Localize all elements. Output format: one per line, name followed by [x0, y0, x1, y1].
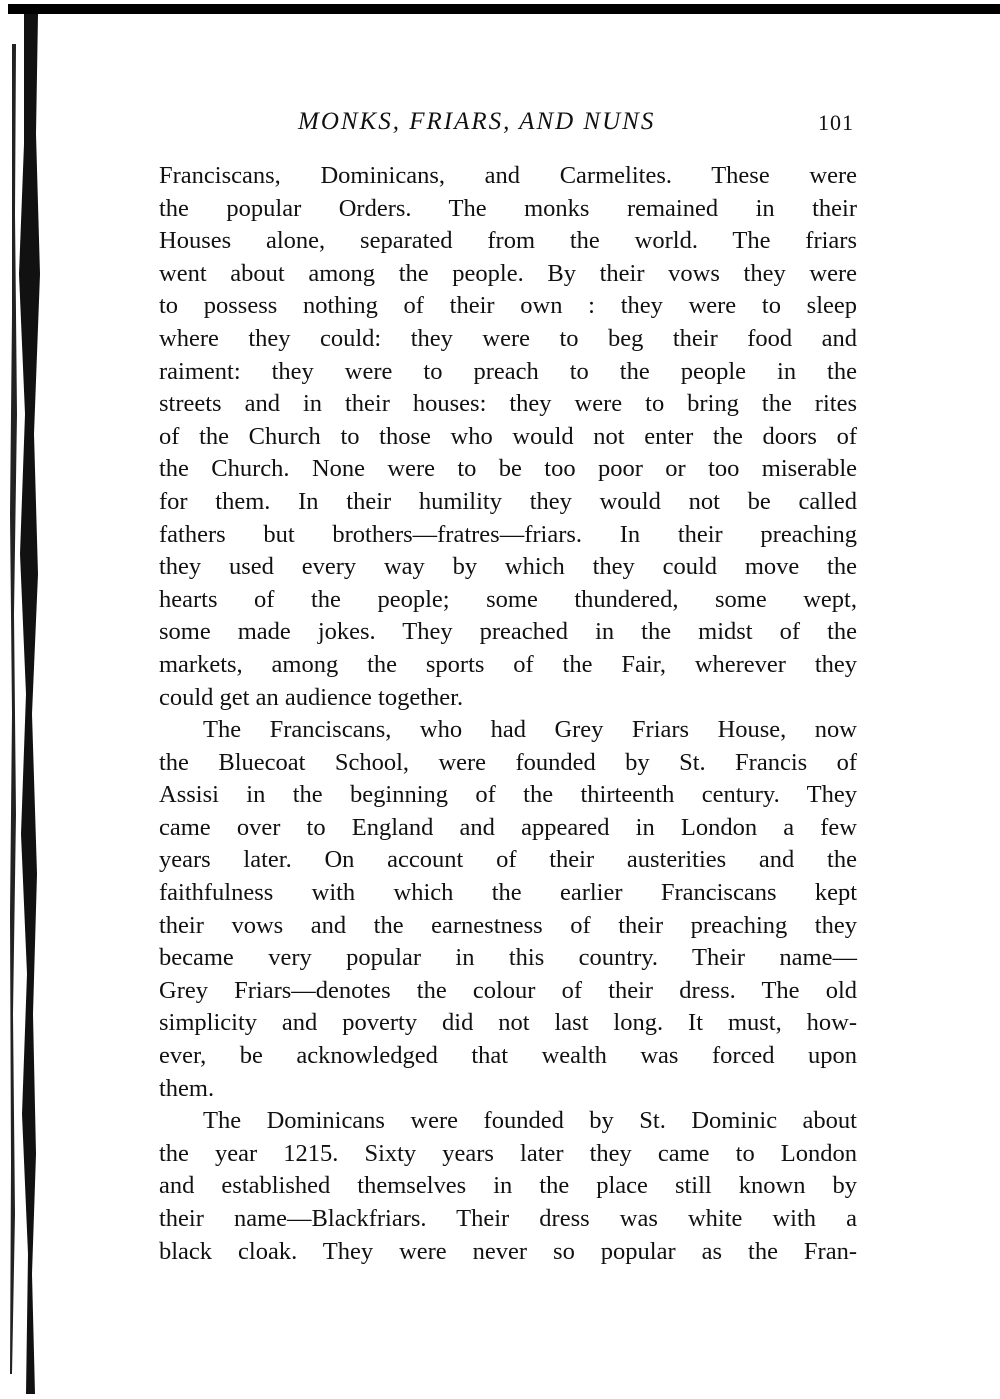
text-line: the popular Orders. The monks remained in their	[159, 194, 857, 222]
text-line: raiment: they were to preach to the people in the	[159, 357, 857, 385]
text-line: they used every way by which they could move the	[159, 553, 857, 581]
text-line: The Franciscans, who had Grey Friars House, now	[203, 716, 857, 744]
text-line: the Church. None were to be too poor or too miserable	[159, 455, 857, 483]
text-line: black cloak. They were never so popular as the Fran-	[159, 1237, 857, 1265]
scan-binding-edge	[10, 14, 40, 1394]
text-line: became very popular in this country. Their name—	[159, 944, 857, 972]
paragraph-dominicans	[159, 1105, 857, 1268]
text-line: went about among the people. By their vows they were	[159, 259, 857, 287]
text-line: streets and in their houses: they were to bring the rites	[159, 390, 857, 418]
text-line: came over to England and appeared in London a few	[159, 813, 857, 841]
text-line: simplicity and poverty did not last long. It must, how-	[159, 1009, 857, 1037]
text-line: to possess nothing of their own : they were to sleep	[159, 292, 857, 320]
text-line: some made jokes. They preached in the midst of the	[159, 618, 857, 646]
text-line: the Bluecoat School, were founded by St. Francis of	[159, 748, 857, 776]
text-line: years later. On account of their austerities and the	[159, 846, 857, 874]
text-line: the year 1215. Sixty years later they came to London	[159, 1139, 857, 1167]
text-line: Franciscans, Dominicans, and Carmelites. These were	[159, 162, 857, 189]
text-line: of the Church to those who would not enter the doors of	[159, 422, 857, 450]
text-line: The Dominicans were founded by St. Dominic about	[203, 1107, 857, 1135]
text-line: hearts of the people; some thundered, some wept,	[159, 585, 857, 613]
page-number: 101	[818, 110, 854, 135]
running-title: MONKS, FRIARS, AND NUNS	[298, 108, 656, 135]
text-line: their vows and the earnestness of their preaching they	[159, 911, 857, 939]
paragraph-carmelites	[159, 160, 857, 714]
text-line: Grey Friars—denotes the colour of their dress. The old	[159, 976, 857, 1004]
text-line: markets, among the sports of the Fair, wherever they	[159, 650, 857, 678]
text-line: Assisi in the beginning of the thirteenth century. They	[159, 781, 857, 809]
text-line: could get an audience together.	[159, 683, 464, 711]
text-line: them.	[159, 1074, 215, 1102]
text-line: fathers but brothers—fratres—friars. In their preaching	[159, 520, 857, 548]
text-line: ever, be acknowledged that wealth was forced upon	[159, 1042, 857, 1070]
text-line: and established themselves in the place still known by	[159, 1172, 857, 1200]
text-line: their name—Blackfriars. Their dress was white with a	[159, 1205, 857, 1232]
body-text	[159, 160, 857, 1268]
text-line: faithfulness with which the earlier Franciscans kept	[159, 879, 857, 907]
text-line: for them. In their humility they would not be called	[159, 487, 857, 515]
text-line: Houses alone, separated from the world. The friars	[159, 227, 857, 255]
page-header	[0, 108, 1000, 142]
text-line: where they could: they were to beg their food and	[159, 324, 857, 352]
paragraph-franciscans	[159, 714, 857, 1105]
scan-top-edge	[8, 4, 1000, 14]
